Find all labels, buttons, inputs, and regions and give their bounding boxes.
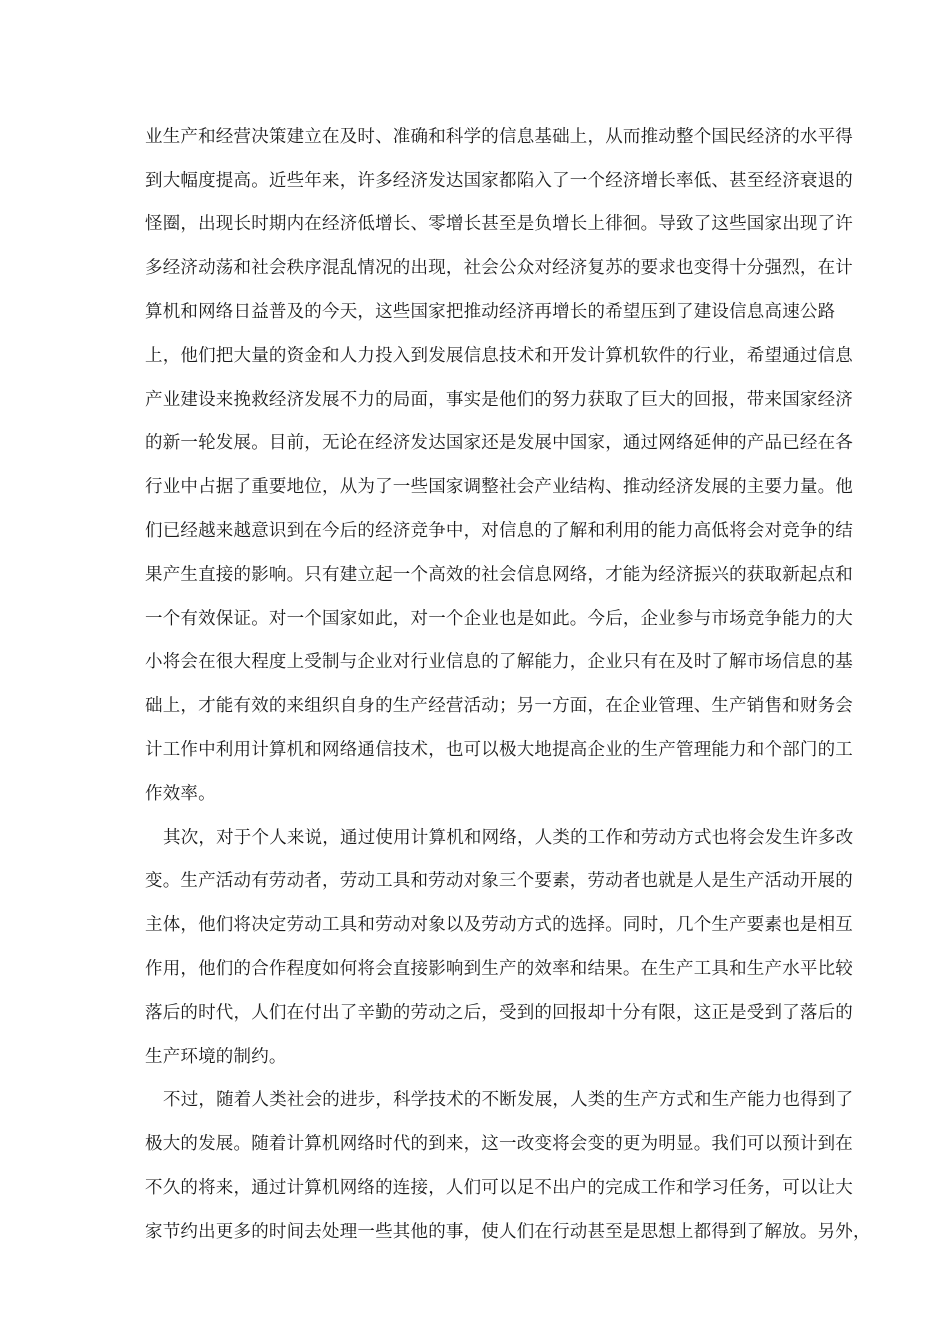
paragraph-line: 主体，他们将决定劳动工具和劳动对象以及劳动方式的选择。同时，几个生产要素也是相互 [145,915,853,935]
paragraph-line: 生产环境的制约。 [145,1047,287,1067]
paragraph-line: 的新一轮发展。目前，无论在经济发达国家还是发展中国家，通过网络延伸的产品已经在各 [145,433,853,453]
paragraph-line: 业生产和经营决策建立在及时、准确和科学的信息基础上，从而推动整个国民经济的水平得 [145,127,853,147]
paragraph-line: 础上，才能有效的来组织自身的生产经营活动；另一方面，在企业管理、生产销售和财务会 [145,696,853,716]
paragraph-line: 作效率。 [145,784,216,804]
paragraph-line: 计工作中利用计算机和网络通信技术，也可以极大地提高企业的生产管理能力和个部门的工 [145,740,853,760]
paragraph-line: 怪圈，出现长时期内在经济低增长、零增长甚至是负增长上徘徊。导致了这些国家出现了许 [145,214,853,234]
paragraph-line: 不过，随着人类社会的进步，科学技术的不断发展，人类的生产方式和生产能力也得到了 [163,1090,854,1110]
paragraph-line: 极大的发展。随着计算机网络时代的到来，这一改变将会变的更为明显。我们可以预计到在 [145,1134,853,1154]
paragraph-line: 产业建设来挽救经济发展不力的局面，事实是他们的努力获取了巨大的回报，带来国家经济 [145,390,853,410]
paragraph-line: 变。生产活动有劳动者，劳动工具和劳动对象三个要素，劳动者也就是人是生产活动开展的 [145,871,853,891]
paragraph-line: 果产生直接的影响。只有建立起一个高效的社会信息网络，才能为经济振兴的获取新起点和 [145,565,853,585]
paragraph-line: 算机和网络日益普及的今天，这些国家把推动经济再增长的希望压到了建设信息高速公路 [145,302,836,322]
paragraph-line: 多经济动荡和社会秩序混乱情况的出现，社会公众对经济复苏的要求也变得十分强烈，在计 [145,258,853,278]
paragraph-line: 行业中占据了重要地位，从为了一些国家调整社会产业结构、推动经济发展的主要力量。他 [145,477,853,497]
paragraph-line: 不久的将来，通过计算机网络的连接，人们可以足不出户的完成工作和学习任务，可以让大 [145,1178,853,1198]
paragraph-line: 一个有效保证。对一个国家如此，对一个企业也是如此。今后，企业参与市场竞争能力的大 [145,609,853,629]
paragraph-line: 落后的时代，人们在付出了辛勤的劳动之后，受到的回报却十分有限，这正是受到了落后的 [145,1003,853,1023]
paragraph-line: 上，他们把大量的资金和人力投入到发展信息技术和开发计算机软件的行业，希望通过信息 [145,346,853,366]
paragraph-line: 小将会在很大程度上受制与企业对行业信息的了解能力，企业只有在及时了解市场信息的基 [145,652,853,672]
paragraph-line: 其次，对于个人来说，通过使用计算机和网络，人类的工作和劳动方式也将会发生许多改 [163,828,854,848]
paragraph-line: 们已经越来越意识到在今后的经济竞争中，对信息的了解和利用的能力高低将会对竞争的结 [145,521,853,541]
paragraph-line: 到大幅度提高。近些年来，许多经济发达国家都陷入了一个经济增长率低、甚至经济衰退的 [145,171,853,191]
paragraph-line: 作用，他们的合作程度如何将会直接影响到生产的效率和结果。在生产工具和生产水平比较 [145,959,853,979]
paragraph-line: 家节约出更多的时间去处理一些其他的事，使人们在行动甚至是思想上都得到了解放。另外， [145,1222,871,1242]
